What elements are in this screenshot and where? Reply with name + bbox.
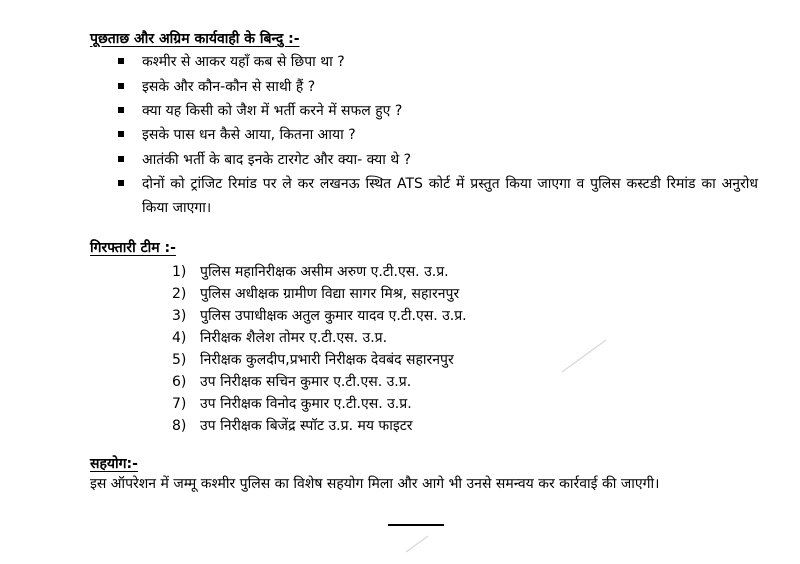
list-item: दोनों को ट्रांजिट रिमांड पर ले कर लखनऊ स्थित ATS कोर्ट में प्रस्तुत किया जाएगा व पुलिस कस्टडी रिमांड का अनुरोध किया जाएगा। [118, 172, 758, 220]
member-name: उप निरीक्षक विनोद कुमार ए.टी.एस. उ.प्र. [200, 396, 412, 412]
list-item: क्या यह किसी को जैश में भर्ती करने में सफल हुए ? [118, 99, 758, 123]
item-number: 6) [172, 374, 187, 390]
item-number: 4) [172, 330, 187, 346]
list-item: इसके और कौन-कौन से साथी हैं ? [118, 75, 758, 99]
member-name: उप निरीक्षक बिजेंद्र स्पॉट उ.प्र. मय फाइटर [200, 418, 413, 434]
member-name: पुलिस महानिरीक्षक असीम अरुण ए.टी.एस. उ.प्र. [200, 264, 449, 280]
list-item: आतंकी भर्ती के बाद इनके टारगेट और क्या- क्या थे ? [118, 148, 758, 172]
member-name: पुलिस अधीक्षक ग्रामीण विद्या सागर मिश्र, सहारनपुर [200, 286, 460, 302]
item-number: 7) [172, 396, 187, 412]
arrest-team-heading: गिरफ्तारी टीम :- [90, 240, 176, 256]
cooperation-paragraph: इस ऑपरेशन में जम्मू कश्मीर पुलिस का विशेष सहयोग मिला और आगे भी उनसे समन्वय कर कार्रवाई की जाएगी। [90, 476, 660, 492]
item-number: 2) [172, 286, 187, 302]
item-number: 5) [172, 352, 187, 368]
list-item: कश्मीर से आकर यहाँ कब से छिपा था ? [118, 50, 758, 74]
inquiry-heading: पूछताछ और अग्रिम कार्यवाही के बिन्दु :- [90, 31, 300, 47]
member-name: उप निरीक्षक सचिन कुमार ए.टी.एस. उ.प्र. [200, 374, 412, 390]
item-number: 8) [172, 418, 187, 434]
member-name: निरीक्षक शैलेश तोमर ए.टी.एस. उ.प्र. [200, 330, 388, 346]
member-name: पुलिस उपाधीक्षक अतुल कुमार यादव ए.टी.एस. उ.प्र. [200, 308, 467, 324]
list-item: इसके पास धन कैसे आया, कितना आया ? [118, 123, 758, 147]
item-number: 3) [172, 308, 187, 324]
item-number: 1) [172, 264, 187, 280]
member-name: निरीक्षक कुलदीप,प्रभारी निरीक्षक देवबंद सहारनपुर [200, 352, 454, 368]
cooperation-heading: सहयोग:- [90, 456, 138, 472]
